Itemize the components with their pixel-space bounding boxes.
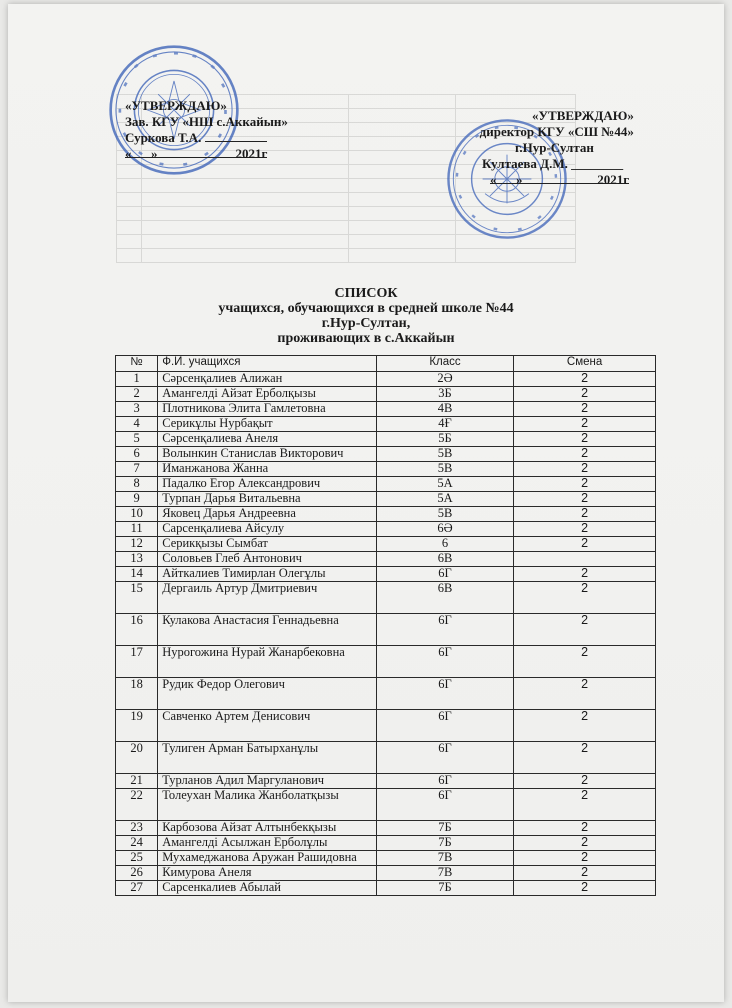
student-name: Тулиген Арман Батырханұлы (158, 742, 377, 774)
table-row (116, 522, 656, 537)
table-row (116, 462, 656, 477)
student-shift: 2 (514, 678, 656, 710)
student-name: Сәрсенқалиев Алижан (158, 372, 377, 387)
student-class: 7Б (376, 821, 513, 836)
student-shift: 2 (514, 432, 656, 447)
student-name: Волынкин Станислав Викторович (158, 447, 377, 462)
student-name: Нурогожина Нурай Жанарбековна (158, 646, 377, 678)
approval-heading: «УТВЕРЖДАЮ» (125, 98, 227, 113)
table-row (116, 387, 656, 402)
row-number: 3 (116, 402, 158, 417)
student-class: 6В (376, 582, 513, 614)
student-shift: 2 (514, 821, 656, 836)
document-title: СПИСОК (334, 286, 398, 301)
table-row (116, 774, 656, 789)
document-subtitle: учащихся, обучающихся в средней школе №44 (218, 301, 514, 316)
student-class: 4Ғ (376, 417, 513, 432)
row-number: 5 (116, 432, 158, 447)
student-class: 6Г (376, 710, 513, 742)
row-number: 17 (116, 646, 158, 678)
student-shift: 2 (514, 710, 656, 742)
document-subtitle-residence: проживающих в с.Аккайын (277, 331, 455, 346)
student-name: Серикқызы Сымбат (158, 537, 377, 552)
table-row (116, 552, 656, 567)
student-class: 7Б (376, 836, 513, 851)
column-header-name: Ф.И. учащихся (158, 356, 377, 372)
row-number: 6 (116, 447, 158, 462)
student-shift: 2 (514, 492, 656, 507)
student-name: Карбозова Айзат Алтынбекқызы (158, 821, 377, 836)
student-shift: 2 (514, 447, 656, 462)
student-shift: 2 (514, 836, 656, 851)
student-class: 4В (376, 402, 513, 417)
student-name: Сарсенқалиева Айсулу (158, 522, 377, 537)
column-header-number: № (116, 356, 158, 372)
student-shift: 2 (514, 567, 656, 582)
student-class: 5Б (376, 432, 513, 447)
student-shift: 2 (514, 789, 656, 821)
student-name: Мухамеджанова Аружан Рашидовна (158, 851, 377, 866)
student-shift: 2 (514, 462, 656, 477)
student-name: Падалко Егор Александрович (158, 477, 377, 492)
student-name: Дергаиль Артур Дмитриевич (158, 582, 377, 614)
approval-signatory: Култаева Д.М. ________ (482, 156, 624, 171)
student-class: 5В (376, 507, 513, 522)
table-row (116, 477, 656, 492)
table-row (116, 507, 656, 522)
approval-position: Зав. КГУ «НШ с.Аккайын» (125, 114, 288, 129)
row-number: 20 (116, 742, 158, 774)
student-class: 6Г (376, 774, 513, 789)
student-name: Амангелді Айзат Ерболқызы (158, 387, 377, 402)
student-name: Соловьев Глеб Антонович (158, 552, 377, 567)
student-shift: 2 (514, 417, 656, 432)
approval-city: г.Нур-Султан (514, 140, 594, 155)
column-header-shift: Смена (514, 356, 656, 372)
student-name: Серикұлы Нурбақыт (158, 417, 377, 432)
student-shift: 2 (514, 646, 656, 678)
student-name: Амангелді Асылжан Ерболұлы (158, 836, 377, 851)
student-name: Яковец Дарья Андреевна (158, 507, 377, 522)
table-row (116, 866, 656, 881)
table-row (116, 537, 656, 552)
student-shift: 2 (514, 742, 656, 774)
student-class: 6 (376, 537, 513, 552)
row-number: 7 (116, 462, 158, 477)
table-row (116, 789, 656, 821)
table-row (116, 881, 656, 896)
student-shift: 2 (514, 774, 656, 789)
approval-block-right (479, 108, 634, 188)
student-class: 6Ә (376, 522, 513, 537)
student-class: 6В (376, 552, 513, 567)
student-name: Плотникова Элита Гамлетовна (158, 402, 377, 417)
student-name: Рудик Федор Олегович (158, 678, 377, 710)
row-number: 11 (116, 522, 158, 537)
student-shift (514, 552, 656, 567)
student-name: Толеухан Малика Жанболатқызы (158, 789, 377, 821)
student-shift: 2 (514, 851, 656, 866)
student-name: Иманжанова Жанна (158, 462, 377, 477)
document-subtitle-city: г.Нур-Султан, (321, 316, 411, 331)
student-class: 6Г (376, 646, 513, 678)
row-number: 12 (116, 537, 158, 552)
table-row (116, 432, 656, 447)
row-number: 22 (116, 789, 158, 821)
table-row (116, 417, 656, 432)
table-row (116, 710, 656, 742)
student-shift: 2 (514, 582, 656, 614)
row-number: 1 (116, 372, 158, 387)
row-number: 4 (116, 417, 158, 432)
student-shift: 2 (514, 507, 656, 522)
row-number: 26 (116, 866, 158, 881)
table-row (116, 372, 656, 387)
student-shift: 2 (514, 522, 656, 537)
student-shift: 2 (514, 537, 656, 552)
approval-heading: «УТВЕРЖДАЮ» (532, 108, 634, 123)
student-class: 2Ә (376, 372, 513, 387)
student-shift: 2 (514, 614, 656, 646)
student-name: Савченко Артем Денисович (158, 710, 377, 742)
row-number: 24 (116, 836, 158, 851)
student-class: 7В (376, 866, 513, 881)
student-shift: 2 (514, 881, 656, 896)
student-class: 3Б (376, 387, 513, 402)
row-number: 10 (116, 507, 158, 522)
approval-signatory: Суркова Т.А. (125, 130, 288, 146)
student-name: Сарсенкалиев Абылай (158, 881, 377, 896)
student-name: Турпан Дарья Витальевна (158, 492, 377, 507)
table-row (116, 836, 656, 851)
student-shift: 2 (514, 402, 656, 417)
student-shift: 2 (514, 866, 656, 881)
student-class: 6Г (376, 567, 513, 582)
column-header-class: Класс (376, 356, 513, 372)
table-row (116, 402, 656, 417)
row-number: 19 (116, 710, 158, 742)
student-class: 5А (376, 492, 513, 507)
row-number: 2 (116, 387, 158, 402)
approval-position: директор КГУ «СШ №44» (479, 124, 634, 139)
student-class: 6Г (376, 789, 513, 821)
row-number: 9 (116, 492, 158, 507)
student-name: Сәрсенқалиева Анеля (158, 432, 377, 447)
student-shift: 2 (514, 477, 656, 492)
table-row (116, 582, 656, 614)
student-class: 6Г (376, 614, 513, 646)
row-number: 13 (116, 552, 158, 567)
table-header-row (116, 356, 656, 372)
table-row (116, 742, 656, 774)
student-class: 5В (376, 462, 513, 477)
row-number: 25 (116, 851, 158, 866)
row-number: 21 (116, 774, 158, 789)
table-row (116, 447, 656, 462)
student-shift: 2 (514, 387, 656, 402)
row-number: 27 (116, 881, 158, 896)
table-row (116, 851, 656, 866)
approval-block-left (125, 98, 288, 162)
student-class: 7Б (376, 881, 513, 896)
student-name: Айткалиев Тимирлан Олегұлы (158, 567, 377, 582)
student-class: 5А (376, 477, 513, 492)
student-class: 5В (376, 447, 513, 462)
student-name: Турланов Адил Маргуланович (158, 774, 377, 789)
table-row (116, 678, 656, 710)
table-row (116, 492, 656, 507)
approval-date: « » 2021г (490, 172, 630, 187)
row-number: 14 (116, 567, 158, 582)
table-row (116, 567, 656, 582)
table-row (116, 821, 656, 836)
student-shift: 2 (514, 372, 656, 387)
row-number: 23 (116, 821, 158, 836)
table-row (116, 614, 656, 646)
student-class: 6Г (376, 742, 513, 774)
row-number: 15 (116, 582, 158, 614)
row-number: 8 (116, 477, 158, 492)
students-table (115, 355, 656, 896)
row-number: 18 (116, 678, 158, 710)
student-name: Кулакова Анастасия Геннадьевна (158, 614, 377, 646)
row-number: 16 (116, 614, 158, 646)
student-class: 7В (376, 851, 513, 866)
table-row (116, 646, 656, 678)
student-name: Кимурова Анеля (158, 866, 377, 881)
student-class: 6Г (376, 678, 513, 710)
approval-date: « » 2021г (125, 146, 268, 161)
